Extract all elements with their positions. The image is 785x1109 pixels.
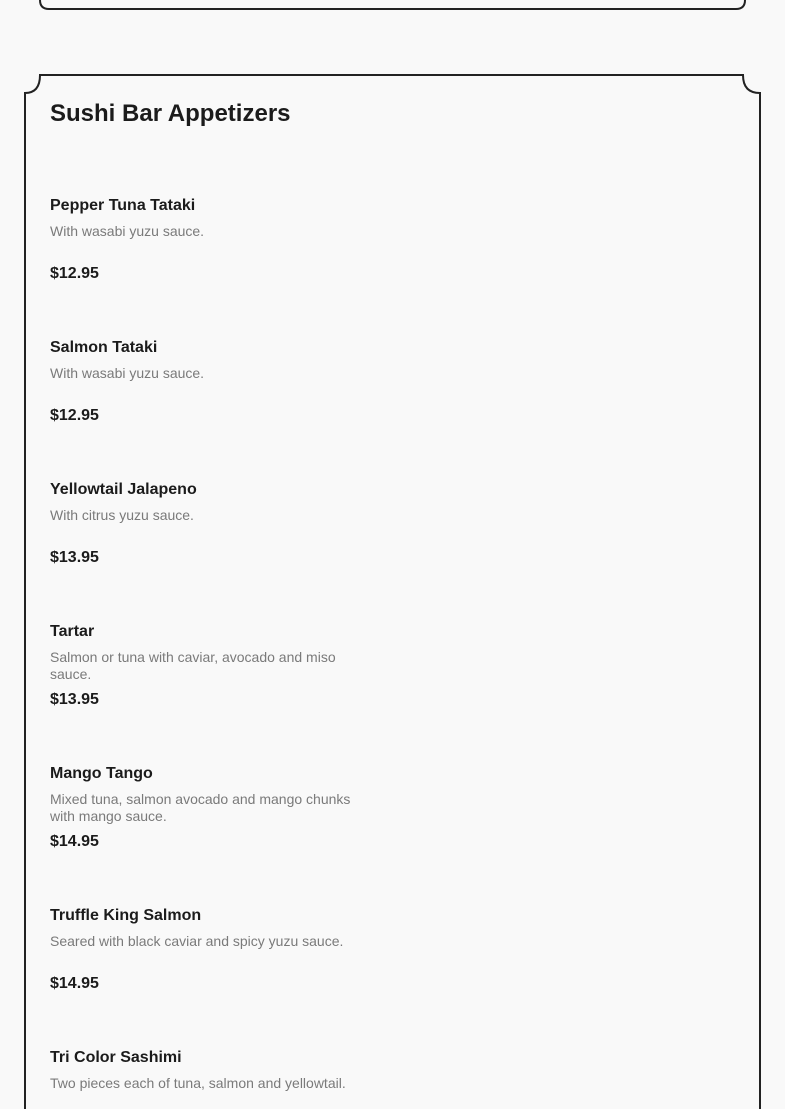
menu-item-name: Yellowtail Jalapeno bbox=[50, 481, 197, 498]
menu-item-description: With citrus yuzu sauce. bbox=[50, 507, 194, 523]
menu-item-name: Truffle King Salmon bbox=[50, 907, 202, 924]
menu-item-name: Pepper Tuna Tataki bbox=[50, 197, 196, 214]
section-title: Sushi Bar Appetizers bbox=[50, 100, 291, 127]
menu-item-name: Mango Tango bbox=[50, 765, 153, 782]
menu-item-name: Tri Color Sashimi bbox=[50, 1049, 182, 1066]
menu-item-price: $13.95 bbox=[50, 691, 99, 708]
menu-item-description: With wasabi yuzu sauce. bbox=[50, 365, 205, 381]
menu-item-price: $14.95 bbox=[50, 833, 99, 850]
menu-item-description: Two pieces each of tuna, salmon and yellowtail. bbox=[50, 1075, 346, 1091]
previous-card-border bbox=[40, 0, 745, 9]
menu-item-description: Mixed tuna, salmon avocado and mango chunks with mango sauce. bbox=[50, 791, 351, 824]
menu-item-description: Seared with black caviar and spicy yuzu sauce. bbox=[50, 933, 344, 949]
menu-item-description: With wasabi yuzu sauce. bbox=[50, 223, 205, 239]
menu-item-price: $14.95 bbox=[50, 975, 99, 992]
menu-item-price: $12.95 bbox=[50, 265, 99, 282]
menu-item-description: Salmon or tuna with caviar, avocado and miso sauce. bbox=[50, 649, 336, 682]
menu-item-name: Salmon Tataki bbox=[50, 339, 158, 356]
menu-item-price: $12.95 bbox=[50, 407, 99, 424]
menu-item-price: $13.95 bbox=[50, 549, 99, 566]
menu-item-name: Tartar bbox=[50, 623, 95, 640]
